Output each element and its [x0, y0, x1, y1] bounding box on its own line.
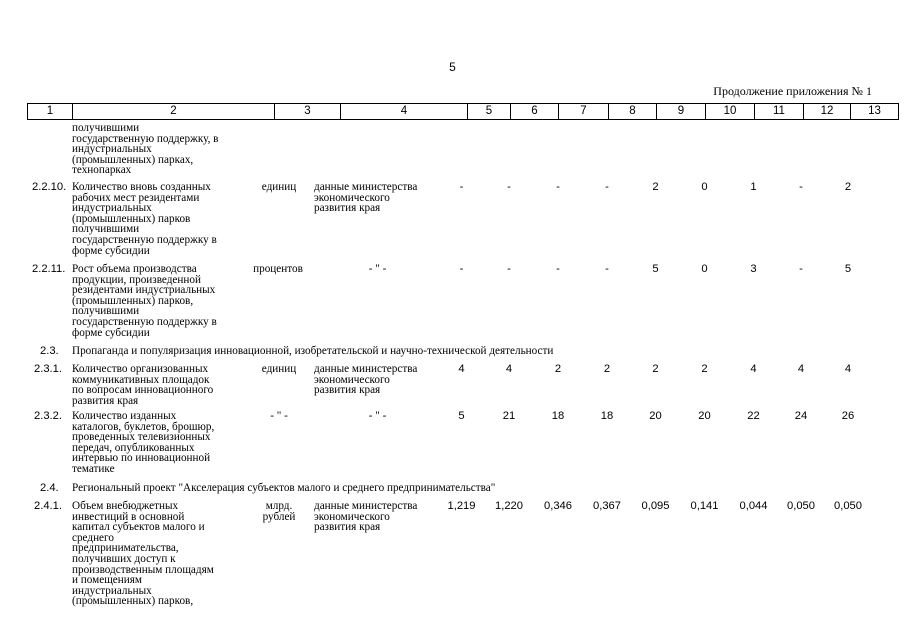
value-cell: 21: [502, 410, 516, 422]
row-number: 2.2.10.: [32, 181, 67, 193]
unit: процентов: [253, 263, 303, 275]
section-title: Региональный проект "Акселерация субъектов малого и среднего предпринимательства": [72, 482, 496, 494]
value-cell: 0,141: [690, 500, 719, 512]
value-cell: 0,095: [641, 500, 670, 512]
row-number: 2.3.2.: [34, 410, 62, 422]
data-source: данные министерства экономического развития края: [314, 500, 418, 534]
value-cell: -: [507, 263, 511, 275]
value-cell: 0,044: [739, 500, 768, 512]
value-cell: -: [556, 263, 560, 275]
value-cell: 0,050: [787, 500, 815, 512]
indicator-name-fragment: получившими государственную поддержку, в индустриальных (промышленных) парках, технопарках: [72, 122, 219, 177]
unit: млрд. рублей: [262, 500, 296, 523]
value-cell: 0: [701, 263, 708, 275]
value-cell: 1: [750, 181, 757, 193]
data-source: данные министерства экономического развития края: [314, 363, 418, 397]
value-cell: -: [605, 181, 609, 193]
row-number: 2.3.1.: [34, 363, 62, 375]
value-cell: 18: [551, 410, 565, 422]
unit: единиц: [261, 363, 297, 375]
value-cell: -: [605, 263, 609, 275]
value-cell: 4: [505, 363, 513, 375]
column-header-row: [27, 103, 899, 120]
value-cell: 4: [797, 363, 805, 375]
value-cell: -: [459, 263, 464, 275]
indicator-name: Количество вновь созданных рабочих мест резидентами индустриальных (промышленных) парков получившими государственную поддержку в форме субсидии: [72, 181, 217, 257]
col-header: 5: [468, 104, 511, 120]
value-cell: 26: [841, 410, 855, 422]
col-header: 7: [559, 104, 609, 120]
data-source: данные министерства экономического развития края: [314, 181, 418, 215]
value-cell: 0,367: [593, 500, 621, 512]
value-cell: 0,346: [544, 500, 572, 512]
value-cell: 5: [458, 410, 465, 422]
col-header: 8: [609, 104, 657, 120]
value-cell: 4: [458, 363, 465, 375]
col-header: 10: [706, 104, 755, 120]
col-header: 9: [657, 104, 706, 120]
section-title: Пропаганда и популяризация инновационной, изобретательской и научно-технической деятельности: [72, 345, 554, 357]
value-cell: 0,050: [834, 500, 862, 512]
value-cell: 2: [701, 363, 708, 375]
continuation-label: Продолжение приложения № 1: [713, 84, 872, 98]
section-number: 2.4.: [40, 482, 59, 494]
value-cell: -: [799, 181, 803, 193]
value-cell: 5: [652, 263, 659, 275]
value-cell: 5: [844, 263, 852, 275]
indicator-name: Рост объема производства продукции, произведенной резидентами индустриальных (промышленных) парков, получившими государственную поддержку в форме субсидии: [72, 263, 217, 339]
value-cell: 3: [750, 263, 757, 275]
unit: - " -: [270, 410, 288, 422]
value-cell: 2: [652, 181, 659, 193]
value-cell: -: [799, 263, 803, 275]
page-number: 5: [449, 60, 456, 74]
value-cell: 2: [652, 363, 659, 375]
data-source: - " -: [368, 263, 387, 275]
indicator-name: Объем внебюджетных инвестиций в основной капитал субъектов малого и среднего предпринимательства, получивших доступ к производственным площадям и помещениям индустриальных (промышленных) парков,: [72, 500, 214, 608]
row-number: 2.4.1.: [34, 500, 62, 512]
value-cell: -: [507, 181, 511, 193]
row-number: 2.2.11.: [32, 263, 66, 275]
value-cell: 20: [649, 410, 662, 422]
value-cell: 1,219: [447, 500, 476, 512]
value-cell: 24: [794, 410, 808, 422]
col-header: 12: [804, 104, 851, 120]
value-cell: 1,220: [495, 500, 523, 512]
col-header: 4: [341, 104, 468, 120]
col-header: 11: [755, 104, 804, 120]
unit: единиц: [261, 181, 297, 193]
data-source: - " -: [368, 410, 387, 422]
section-number: 2.3.: [40, 345, 59, 357]
value-cell: 4: [844, 363, 852, 375]
value-cell: 2: [844, 181, 852, 193]
value-cell: -: [459, 181, 464, 193]
value-cell: 2: [603, 363, 611, 375]
col-header: 13: [851, 104, 899, 120]
value-cell: 4: [750, 363, 757, 375]
value-cell: 0: [701, 181, 708, 193]
indicator-name: Количество организованных коммуникативных площадок по вопросам инновационного развития края: [72, 363, 214, 407]
col-header: 1: [28, 104, 73, 120]
indicator-name: Количество изданных каталогов, буклетов, брошюр, проведенных телевизионных передач, опубликованных интервью по инновационной тематике: [72, 410, 215, 475]
value-cell: 22: [747, 410, 760, 422]
col-header: 6: [511, 104, 559, 120]
value-cell: 18: [600, 410, 614, 422]
col-header: 3: [275, 104, 341, 120]
value-cell: 20: [698, 410, 711, 422]
col-header: 2: [73, 104, 275, 120]
value-cell: 2: [554, 363, 562, 375]
value-cell: -: [556, 181, 560, 193]
